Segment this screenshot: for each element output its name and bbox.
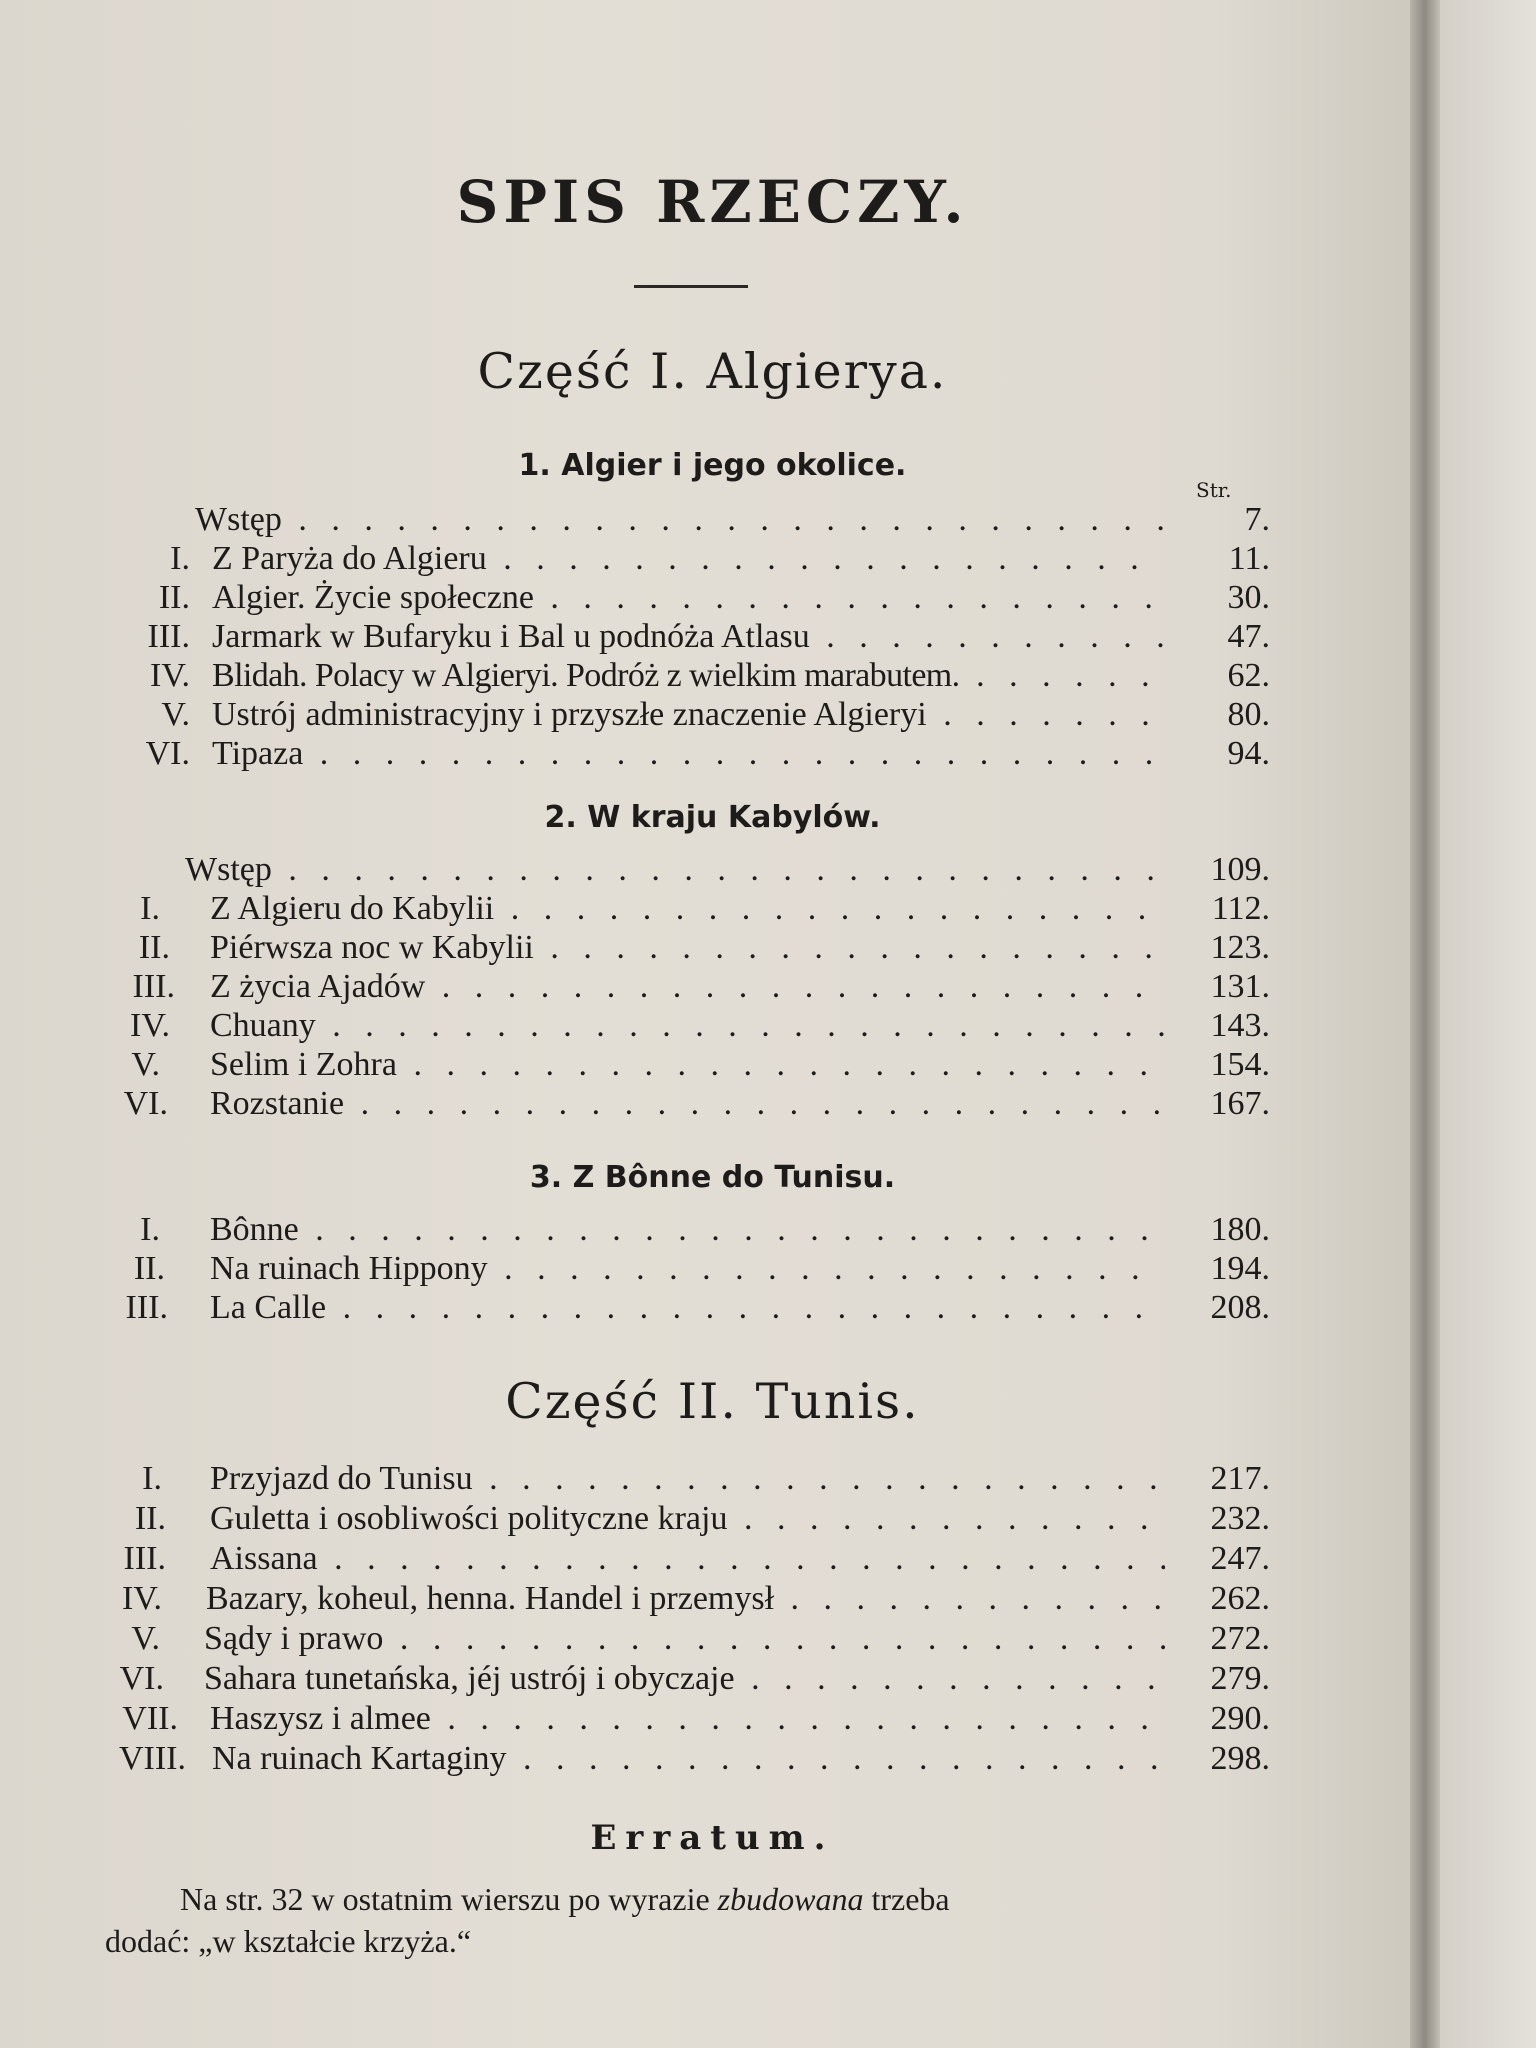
toc-entry-page: 262. [1210,1580,1270,1617]
toc-entry-number: VIII. [118,1740,186,1777]
toc-entry-page: 208. [1210,1289,1270,1326]
toc-entry [100,1700,1270,1740]
title-divider [634,285,748,288]
toc-entry-page: 109. [1210,851,1270,888]
toc-entry [100,1085,1270,1125]
toc-entry-number: V. [131,1620,160,1657]
toc-entry-title: Blidah. Polacy w Algieryi. Podróż z wielkim marabutem. . . . [212,657,1165,695]
toc-entry [100,657,1270,697]
toc-entry [100,1211,1270,1251]
toc-entry-page: 154. [1210,1046,1270,1083]
toc-entry-title: Haszysz i almee . . . [210,1700,1165,1738]
toc-entry [100,1460,1270,1500]
toc-entry-number: VI. [123,1085,168,1122]
toc-entry-number: V. [161,696,190,733]
toc-entry-page: 112. [1211,890,1270,927]
page-column-label: Str. [1196,478,1232,502]
toc-entry [100,501,1270,541]
toc-entry-page: 30. [1227,579,1270,616]
adjacent-page-edge [1440,0,1536,2048]
toc-entry-page: 62. [1227,657,1270,694]
toc-entry-number: III. [132,968,175,1005]
toc-entry-page: 47. [1227,618,1270,655]
toc-entry [100,1540,1270,1580]
toc-entry-title: Guletta i osobliwości polityczne kraju . . . [210,1500,1165,1538]
toc-entry-title: Jarmark w Bufaryku i Bal u podnóża Atlasu . . . [212,618,1165,656]
toc-entry-number: V. [131,1046,160,1083]
toc-entry-page: 290. [1210,1700,1270,1737]
toc-entry-number: VI. [145,735,190,772]
toc-entry-number: I. [142,1460,162,1497]
toc-entry-title: Selim i Zohra . . . [210,1046,1165,1084]
toc-entry-title: Ustrój administracyjny i przyszłe znaczenie Algieryi . . . [212,696,1165,734]
toc-entry-number: III. [125,1289,168,1326]
toc-entry-number: VI. [119,1660,164,1697]
toc-entry [100,968,1270,1008]
toc-entry [100,1620,1270,1660]
toc-entry [100,1007,1270,1047]
toc-entry [100,1250,1270,1290]
toc-entry [100,696,1270,736]
erratum-emphasis: zbudowana [717,1881,864,1917]
section-heading-2: 2. W kraju Kabylów. [544,800,881,835]
toc-entry-title: Bazary, koheul, henna. Handel i przemysł . . . [206,1580,1165,1618]
toc-entry-number: IV. [150,657,190,694]
toc-entry [100,1500,1270,1540]
toc-entry-title: Z życia Ajadów . . . [210,968,1165,1006]
part-heading-2: Część II. Tunis. [505,1373,920,1430]
toc-entry-title: Przyjazd do Tunisu . . . [210,1460,1165,1498]
toc-entry [100,1289,1270,1329]
toc-entry-number: II. [158,579,190,616]
toc-entry-number: I. [170,540,190,577]
toc-entry-page: 143. [1210,1007,1270,1044]
toc-entry-page: 194. [1210,1250,1270,1287]
toc-entry-title: Algier. Życie społeczne . . . [212,579,1165,617]
toc-entry-number: I. [140,1211,160,1248]
toc-entry-page: 232. [1210,1500,1270,1537]
toc-entry-title: La Calle . . . [210,1289,1165,1327]
toc-entry [100,1046,1270,1086]
toc-entry-title: Chuany . . . [210,1007,1165,1045]
toc-entry-number: II. [134,1500,166,1537]
toc-entry-page: 11. [1228,540,1270,577]
toc-entry-number: VII. [122,1700,178,1737]
toc-entry [100,579,1270,619]
toc-entry-title: Sądy i prawo . . . [204,1620,1165,1658]
toc-entry-title: Aissana . . . [210,1540,1165,1578]
toc-entry-page: 7. [1244,501,1270,538]
toc-entry-page: 167. [1210,1085,1270,1122]
toc-entry-number: IV. [130,1007,170,1044]
toc-entry [100,851,1270,891]
toc-entry [100,540,1270,580]
toc-entry [100,1580,1270,1620]
toc-entry-number: IV. [122,1580,162,1617]
toc-entry-number: II. [133,1250,165,1287]
toc-entry-page: 180. [1210,1211,1270,1248]
toc-entry-title: Bônne . . . [210,1211,1165,1249]
toc-entry-page: 279. [1210,1660,1270,1697]
erratum-text [105,1878,1285,1962]
toc-entry-title: Sahara tunetańska, jéj ustrój i obyczaje . . . [204,1660,1165,1698]
toc-entry-page: 131. [1210,968,1270,1005]
erratum-line-1 [105,1878,1285,1920]
toc-entry-page: 123. [1210,929,1270,966]
section-heading-3: 3. Z Bônne do Tunisu. [529,1160,896,1195]
part-heading-1: Część I. Algierya. [477,343,948,400]
erratum-line-1-start: Na str. 32 w ostatnim wierszu po wyrazie [180,1881,718,1917]
toc-entry [100,1740,1270,1780]
toc-entry-title: Wstęp . . . [195,501,1165,539]
toc-entry-number: III. [123,1540,166,1577]
toc-entry-page: 272. [1210,1620,1270,1657]
section-heading-1: 1. Algier i jego okolice. [518,448,907,483]
toc-entry-page: 298. [1210,1740,1270,1777]
toc-entry-number: II. [138,929,170,966]
toc-entry-title: Z Paryża do Algieru . . . [212,540,1165,578]
toc-entry [100,929,1270,969]
toc-entry-number: III. [147,618,190,655]
toc-entry [100,890,1270,930]
toc-entry [100,1660,1270,1700]
toc-entry-number: I. [140,890,160,927]
toc-entry-title: Piérwsza noc w Kabylii . . . [210,929,1165,967]
toc-entry-page: 217. [1210,1460,1270,1497]
toc-entry-title: Tipaza . . . [212,735,1165,773]
toc-entry-page: 247. [1210,1540,1270,1577]
toc-entry-title: Na ruinach Kartaginy . . . [212,1740,1165,1778]
toc-entry-title: Z Algieru do Kabylii . . . [210,890,1165,928]
page-title: SPIS RZECZY. [456,168,969,236]
erratum-line-2: dodać: „w kształcie krzyża.“ [105,1923,472,1959]
toc-entry-title: Wstęp . . . [185,851,1165,889]
toc-entry-title: Rozstanie . . . [210,1085,1165,1123]
toc-entry [100,735,1270,775]
toc-entry-page: 94. [1227,735,1270,772]
toc-entry [100,618,1270,658]
erratum-line-1-end: trzeba [863,1881,950,1917]
toc-entry-page: 80. [1227,696,1270,733]
erratum-heading: Erratum. [590,1818,835,1858]
toc-entry-title: Na ruinach Hippony . . . [210,1250,1165,1288]
